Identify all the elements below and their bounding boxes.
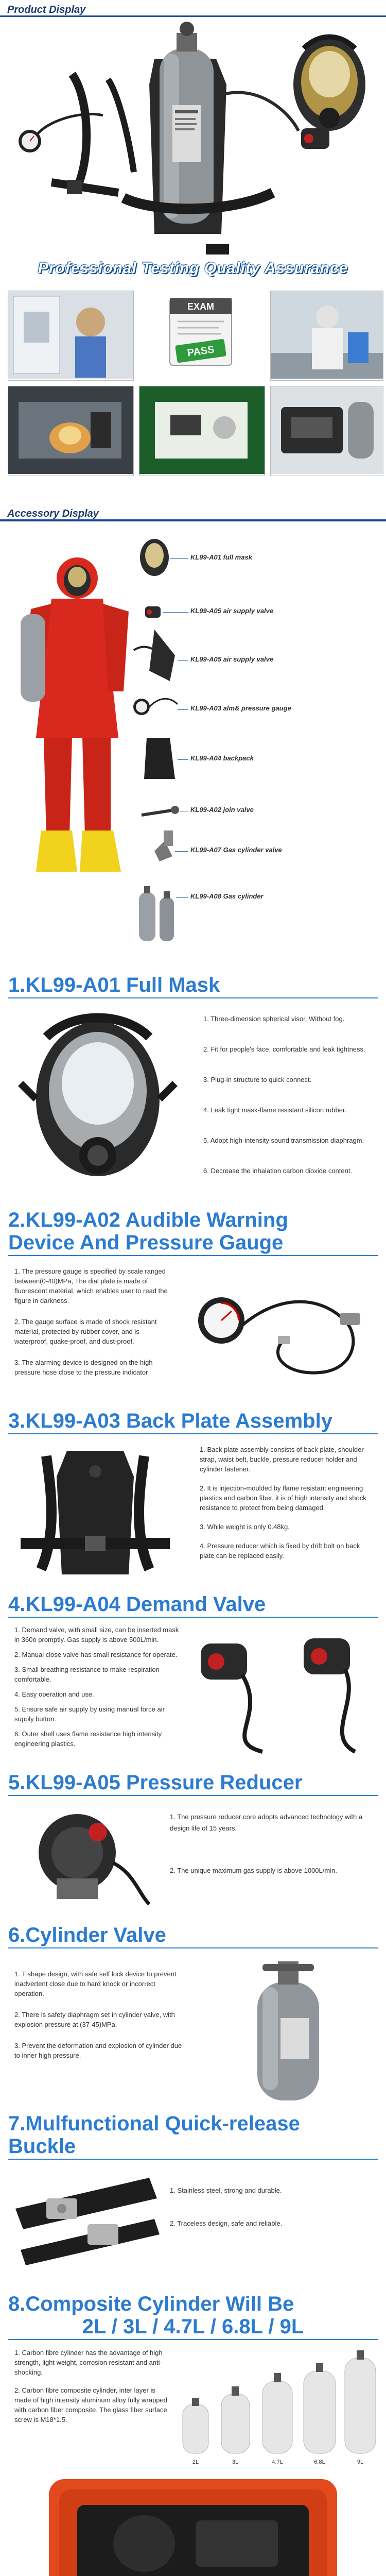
testing-photo-protective-suit xyxy=(270,291,383,381)
section-title-line: 2.KL99-A02 Audible Warning xyxy=(8,1209,288,1231)
demand-valve-description xyxy=(14,1625,184,1755)
accessory-pointer-line xyxy=(163,612,188,613)
testing-photo-fire xyxy=(8,386,134,476)
header-rule xyxy=(0,15,386,17)
back-plate-image xyxy=(10,1440,180,1585)
quality-banner xyxy=(0,260,386,286)
feature-point: 3. While weight is only 0.48kg. xyxy=(200,1523,290,1531)
accessory-label-join-valve: KL99-A02 join valve xyxy=(190,806,254,814)
feature-point: 1. Stainless steel, strong and durable. xyxy=(170,2187,282,2194)
accessory-pointer-line xyxy=(175,851,188,852)
accessory-display-label: Accessory Display xyxy=(7,508,99,519)
cylinder-size-image xyxy=(178,2350,378,2469)
section-title-line: Buckle xyxy=(8,2135,76,2158)
breathing-apparatus-illustration xyxy=(0,18,386,260)
accessory-pointer-line xyxy=(176,897,188,898)
accessory-display-area xyxy=(0,521,386,970)
composite-cylinder-description xyxy=(14,2348,169,2431)
carry-case-image xyxy=(0,2474,386,2576)
pressure-gauge-image xyxy=(190,1264,376,1398)
feature-point: 2. Fit for people's face, comfortable and leak tightness. xyxy=(203,1045,365,1053)
composite-cylinder-feature xyxy=(0,2340,386,2474)
full-mask-feature xyxy=(0,998,386,1205)
cylinder-size-label: 9L xyxy=(357,2459,364,2465)
header-rule xyxy=(0,519,386,521)
demand-valve-image xyxy=(190,1623,376,1762)
cylinder-valve-feature xyxy=(0,1948,386,2108)
feature-point: 1. The pressure reducer core adopts advanced technology with a design life of 15 years. xyxy=(170,1813,363,1832)
feature-point: 3. Small breathing resistance to make respiration comfortable. xyxy=(14,1666,160,1683)
feature-point: 2. The unique maximum gas supply is above 1000L/min. xyxy=(170,1867,337,1874)
full-mask-image xyxy=(15,1006,180,1202)
feature-point: 1. The pressure gauge is specified by scale ranged between(0-40)MPa, The dial plate is made of fluorescent material, which enables user to read the figure in darkness. xyxy=(14,1267,168,1304)
section-title-cylinder-valve: 6.Cylinder Valve xyxy=(8,1924,166,1946)
accessory-pointer-line xyxy=(178,660,188,661)
accessory-pointer-line xyxy=(170,558,188,559)
section-title-warning-device xyxy=(0,1209,386,1254)
exam-text: EXAM xyxy=(187,301,215,312)
accessory-label-air-supply-valve-2: KL99-A05 air supply valve xyxy=(190,655,274,663)
product-hero-image xyxy=(0,18,386,260)
feature-point: 2. It is injection-moulded by flame resistant engineering plastics and carbon fiber, it is of high intensity and shock resistance to protect from being damaged. xyxy=(200,1484,366,1512)
warning-device-feature xyxy=(0,1256,386,1405)
section-title-line: Device And Pressure Gauge xyxy=(8,1231,284,1254)
section-title-line: 7.Mulfunctional Quick-release xyxy=(8,2112,300,2135)
feature-point: 4. Pressure reducer which is fixed by drift bolt on back plate can be replaced easily. xyxy=(200,1542,360,1560)
accessory-label-backpack: KL99-A04 backpack xyxy=(190,754,254,762)
product-display-label: Product Display xyxy=(7,4,86,15)
product-display-header xyxy=(0,0,386,18)
quality-banner-text: Professional Testing Quality Assurance xyxy=(38,260,348,277)
section-title-line: 8.Composite Cylinder Will Be xyxy=(8,2293,294,2315)
accessory-illustration xyxy=(0,521,386,970)
feature-point: 2. There is safety diaphragm set in cylinder valve, with explosion pressure at (37-45)MPa. xyxy=(14,2011,175,2028)
back-plate-description xyxy=(200,1445,375,1567)
demand-valve-feature xyxy=(0,1618,386,1767)
feature-point: 3. The alarming device is designed on the high pressure hose close to the pressure indicator xyxy=(14,1359,153,1376)
feature-point: 1. Three-dimension spherical visor, Without fog. xyxy=(203,1015,345,1023)
feature-point: 2. Traceless design, safe and reliable. xyxy=(170,2219,283,2227)
exam-pass-graphic xyxy=(139,291,265,381)
pressure-reducer-image xyxy=(15,1801,154,1914)
feature-point: 2. The gauge surface is made of shock resistant material, protected by rubber cover, and is waterproof, quake-proof, and dust-proof. xyxy=(14,1318,157,1345)
accessory-label-cylinder-valve: KL99-A07 Gas cylinder valve xyxy=(190,846,282,854)
feature-point: 4. Leak tight mask-flame resistant silicon rubber. xyxy=(203,1106,347,1114)
full-mask-description xyxy=(203,1014,373,1182)
cylinder-size-label: 6.8L xyxy=(314,2459,325,2465)
section-title-demand-valve: 4.KL99-A04 Demand Valve xyxy=(8,1593,266,1616)
cylinder-size-lineup xyxy=(178,2350,378,2469)
pass-text: PASS xyxy=(186,344,215,359)
quick-release-buckle-feature xyxy=(0,2160,386,2289)
feature-point: 3. Plug-in structure to quick connect. xyxy=(203,1076,312,1083)
cylinder-valve-image xyxy=(226,1951,350,2106)
quick-release-buckle-image xyxy=(10,2167,165,2281)
carry-case-photo xyxy=(0,2474,386,2576)
accessory-label-full-mask: KL99-A01 full mask xyxy=(190,553,252,561)
accessory-label-air-supply-valve-1: KL99-A05 air supply valve xyxy=(190,607,274,615)
cylinder-size-label: 4.7L xyxy=(272,2459,283,2465)
pressure-reducer-description xyxy=(170,1811,371,1883)
feature-point: 4. Easy operation and use. xyxy=(14,1690,94,1698)
cylinder-size-label: 2L xyxy=(192,2459,199,2465)
testing-photo-equipment xyxy=(270,386,383,476)
cylinder-size-label: 3L xyxy=(232,2459,239,2465)
testing-photo-machine xyxy=(139,386,265,476)
feature-point: 1. Demand valve, with small size, can be inserted mask in 360o promptly. Gas supply is above 500L/min. xyxy=(14,1626,179,1643)
accessory-display-header xyxy=(0,504,386,521)
pressure-reducer-feature xyxy=(0,1796,386,1920)
feature-point: 1. Back plate assembly consists of back plate, shoulder strap, waist belt, buckle, pressure reducer holder and cylinder fastener. xyxy=(200,1446,364,1473)
section-title-quick-release-buckle xyxy=(0,2112,386,2158)
accessory-label-pressure-gauge: KL99-A03 alm& pressure gauge xyxy=(190,704,291,712)
section-title-composite-cylinder xyxy=(0,2293,386,2338)
warning-device-description xyxy=(14,1266,174,1383)
accessory-label-gas-cylinder: KL99-A08 Gas cylinder xyxy=(190,892,264,900)
accessory-pointer-line xyxy=(178,709,188,710)
feature-point: 5. Adopt high-intensity sound transmission diaphragm. xyxy=(203,1137,364,1144)
testing-photo-grid xyxy=(0,286,386,480)
feature-point: 1. Carbon fibre cylinder has the advantage of high strength, light weight, corrosion resistant and anti-shocking. xyxy=(14,2349,163,2376)
testing-photo-lab xyxy=(8,291,134,381)
section-title-pressure-reducer: 5.KL99-A05 Pressure Reducer xyxy=(8,1771,303,1794)
feature-point: 5. Ensure safe air supply by using manual force air supply button. xyxy=(14,1705,165,1723)
feature-point: 2. Carbon fibre composite cylinder, inter layer is made of high intensity aluminum alloy fully wrapped with carbon fiber composite. The glass fiber surface screw is M18*1.5. xyxy=(14,2386,167,2424)
quick-release-buckle-description xyxy=(170,2185,365,2234)
feature-point: 1. T shape design, with safe self lock device to prevent inadvertent close due to hard knock or incorrect operation. xyxy=(14,1970,177,1997)
back-plate-feature xyxy=(0,1434,386,1589)
section-title-full-mask: 1.KL99-A01 Full Mask xyxy=(8,974,220,996)
section-title-line: 2L / 3L / 4.7L / 6.8L / 9L xyxy=(82,2315,304,2338)
feature-point: 6. Outer shell uses flame resistance high intensity engineering plastics. xyxy=(14,1730,162,1748)
feature-point: 2. Manual close valve has small resistance for operate. xyxy=(14,1651,178,1658)
cylinder-valve-description xyxy=(14,1969,184,2066)
feature-point: 3. Prevent the deformation and explosion of cylinder due to inner high pressure. xyxy=(14,2042,182,2059)
accessory-pointer-line xyxy=(178,759,188,760)
section-title-back-plate: 3.KL99-A03 Back Plate Assembly xyxy=(8,1410,332,1432)
feature-point: 6. Decrease the inhalation carbon dioxide content. xyxy=(203,1167,353,1175)
